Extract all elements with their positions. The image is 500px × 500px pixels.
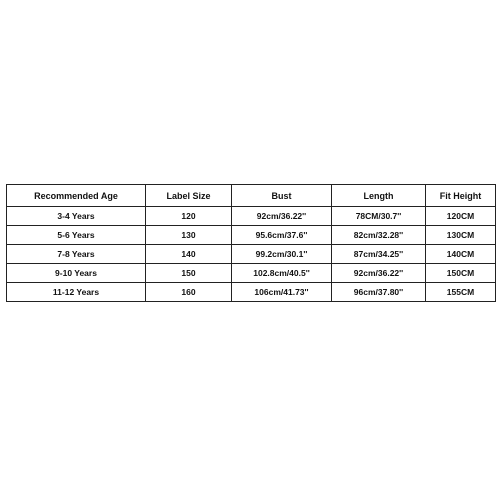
header-recommended-age: Recommended Age bbox=[7, 185, 146, 207]
cell-age: 7-8 Years bbox=[7, 245, 146, 264]
header-fit-height: Fit Height bbox=[426, 185, 496, 207]
table-row bbox=[7, 245, 496, 264]
cell-length: 92cm/36.22'' bbox=[332, 264, 426, 283]
table-row bbox=[7, 283, 496, 302]
header-length: Length bbox=[332, 185, 426, 207]
cell-fit-height: 150CM bbox=[426, 264, 496, 283]
size-chart-table bbox=[6, 184, 496, 302]
cell-label-size: 140 bbox=[146, 245, 232, 264]
cell-fit-height: 130CM bbox=[426, 226, 496, 245]
cell-length: 78CM/30.7'' bbox=[332, 207, 426, 226]
cell-bust: 106cm/41.73'' bbox=[232, 283, 332, 302]
header-label-size: Label Size bbox=[146, 185, 232, 207]
cell-bust: 102.8cm/40.5'' bbox=[232, 264, 332, 283]
cell-bust: 99.2cm/30.1'' bbox=[232, 245, 332, 264]
cell-age: 3-4 Years bbox=[7, 207, 146, 226]
cell-length: 87cm/34.25'' bbox=[332, 245, 426, 264]
cell-label-size: 150 bbox=[146, 264, 232, 283]
table-row bbox=[7, 207, 496, 226]
header-bust: Bust bbox=[232, 185, 332, 207]
cell-age: 5-6 Years bbox=[7, 226, 146, 245]
cell-age: 11-12 Years bbox=[7, 283, 146, 302]
header-row bbox=[7, 185, 496, 207]
table-row bbox=[7, 226, 496, 245]
cell-label-size: 120 bbox=[146, 207, 232, 226]
cell-age: 9-10 Years bbox=[7, 264, 146, 283]
cell-length: 82cm/32.28'' bbox=[332, 226, 426, 245]
cell-fit-height: 120CM bbox=[426, 207, 496, 226]
cell-label-size: 160 bbox=[146, 283, 232, 302]
cell-label-size: 130 bbox=[146, 226, 232, 245]
cell-fit-height: 155CM bbox=[426, 283, 496, 302]
table-row bbox=[7, 264, 496, 283]
cell-bust: 95.6cm/37.6'' bbox=[232, 226, 332, 245]
cell-length: 96cm/37.80'' bbox=[332, 283, 426, 302]
cell-fit-height: 140CM bbox=[426, 245, 496, 264]
cell-bust: 92cm/36.22'' bbox=[232, 207, 332, 226]
